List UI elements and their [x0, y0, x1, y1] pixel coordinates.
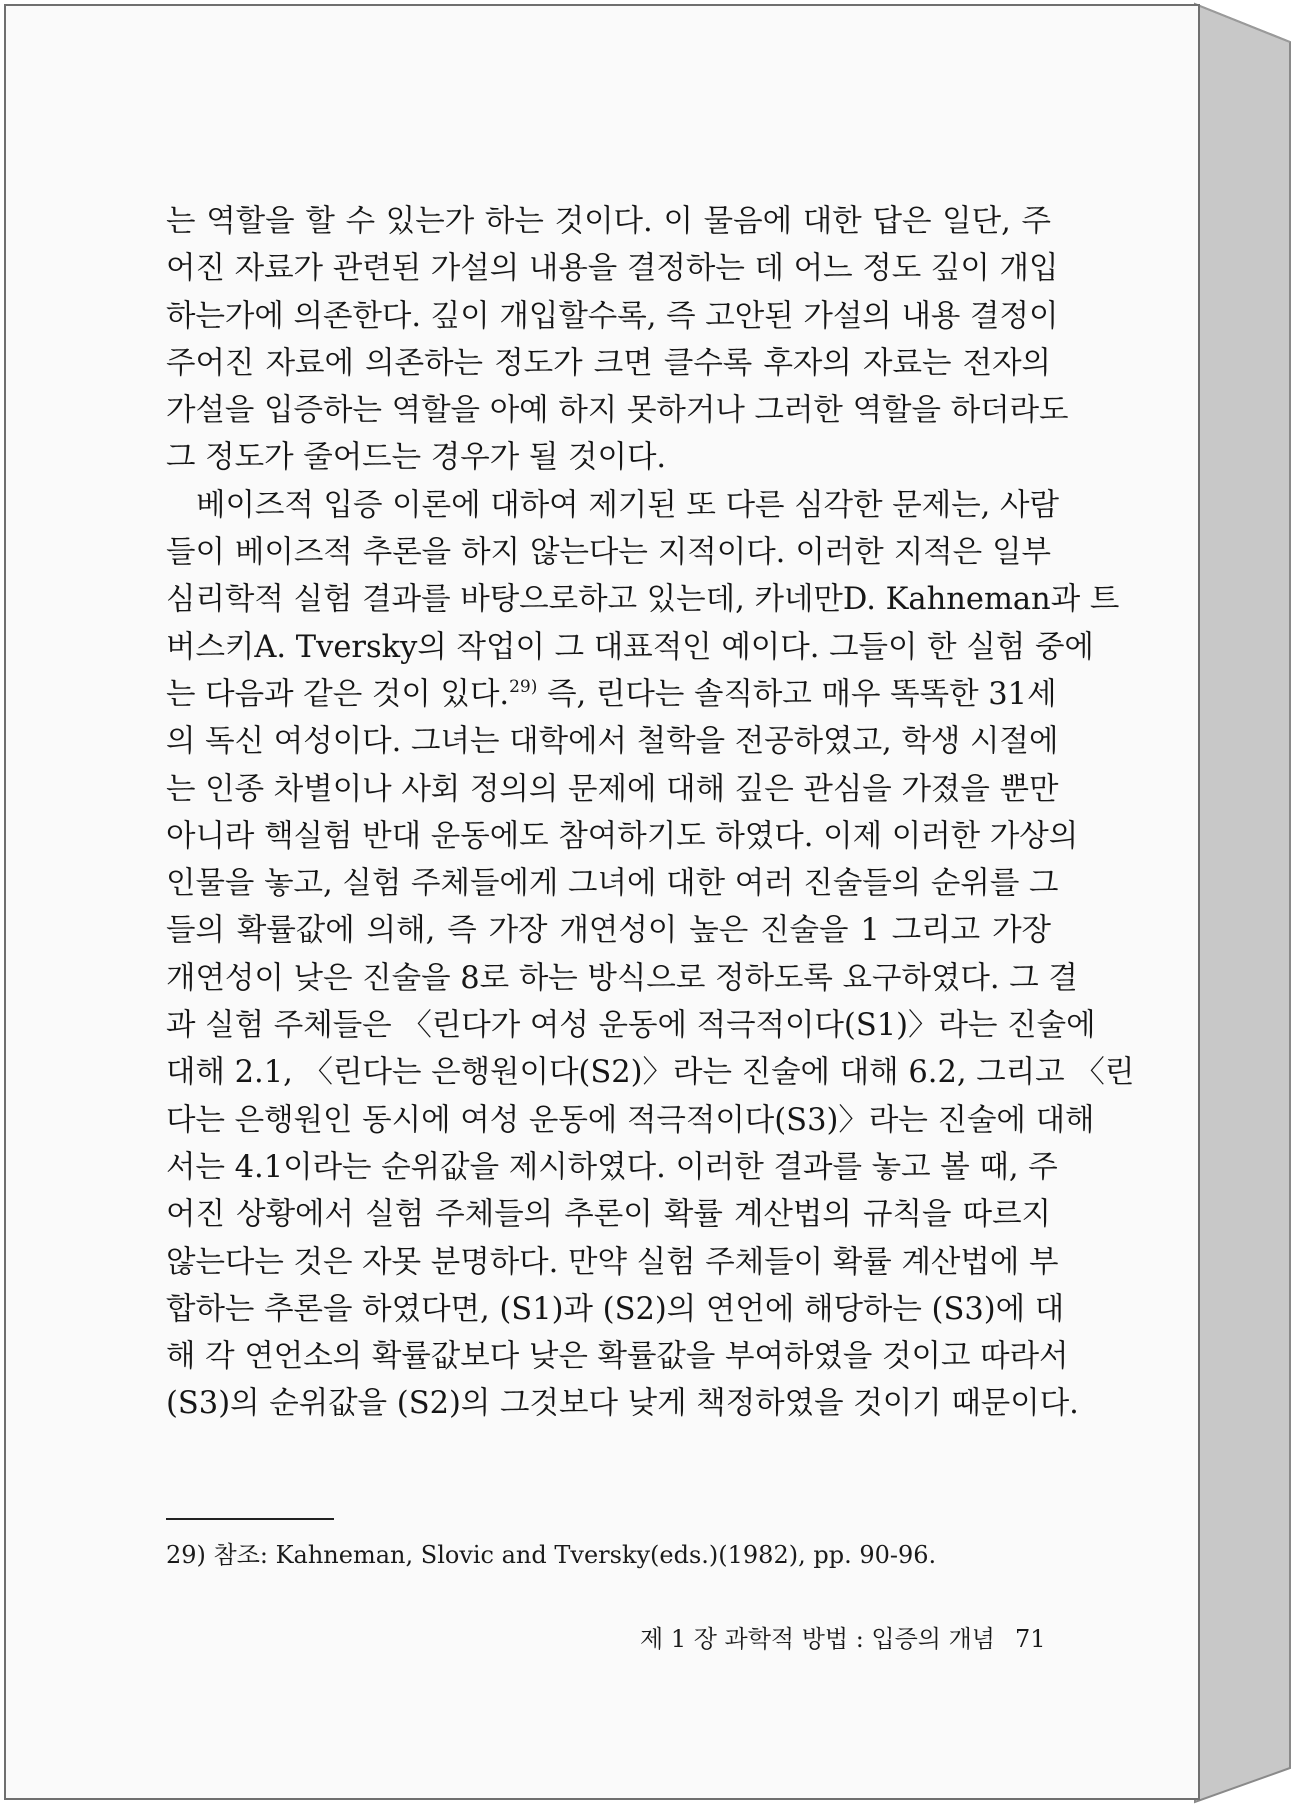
- text-line-with-footnote-ref: [166, 671, 1057, 718]
- text-line: 의 독신 여성이다. 그녀는 대학에서 철학을 전공하였고, 학생 시절에: [166, 724, 1059, 760]
- text-line: 합하는 추론을 하였다면, (S1)과 (S2)의 연언에 해당하는 (S3)에 대: [166, 1291, 1065, 1327]
- text-line: 하는가에 의존한다. 깊이 개입할수록, 즉 고안된 가설의 내용 결정이: [166, 298, 1059, 334]
- chapter-title: 제 1 장 과학적 방법 : 입증의 개념: [640, 1625, 995, 1653]
- text-line: 아니라 핵실험 반대 운동에도 참여하기도 하였다. 이제 이러한 가상의: [166, 818, 1079, 854]
- text-line: 어진 자료가 관련된 가설의 내용을 결정하는 데 어느 정도 깊이 개입: [166, 251, 1059, 287]
- text-line: 가설을 입증하는 역할을 아예 하지 못하거나 그러한 역할을 하더라도: [166, 393, 1069, 429]
- text-line: 버스키A. Tversky의 작업이 그 대표적인 예이다. 그들이 한 실험 중에: [166, 629, 1094, 665]
- text-line: 어진 상황에서 실험 주체들의 추론이 확률 계산법의 규칙을 따르지: [166, 1197, 1051, 1233]
- text-line: 대해 2.1, 〈린다는 은행원이다(S2)〉라는 진술에 대해 6.2, 그리고 〈린: [166, 1055, 1135, 1091]
- text-line: 는 인종 차별이나 사회 정의의 문제에 대해 깊은 관심을 가졌을 뿐만: [166, 771, 1059, 807]
- footnote: 29) 참조: Kahneman, Slovic and Tversky(eds.)(1982), pp. 90-96.: [166, 1541, 937, 1569]
- text-line: 들이 베이즈적 추론을 하지 않는다는 지적이다. 이러한 지적은 일부: [166, 535, 1051, 571]
- text-line: 인물을 놓고, 실험 주체들에게 그녀에 대한 여러 진술들의 순위를 그: [166, 866, 1059, 902]
- text-line: 서는 4.1이라는 순위값을 제시하였다. 이러한 결과를 놓고 볼 때, 주: [166, 1149, 1058, 1185]
- text-line: 않는다는 것은 자못 분명하다. 만약 실험 주체들이 확률 계산법에 부: [166, 1244, 1059, 1280]
- text-line: 베이즈적 입증 이론에 대하여 제기된 또 다른 심각한 문제는, 사람: [196, 487, 1059, 523]
- text-line: 심리학적 실험 결과를 바탕으로하고 있는데, 카네만D. Kahneman과 트: [166, 582, 1120, 618]
- text-line: 는 역할을 할 수 있는가 하는 것이다. 이 물음에 대한 답은 일단, 주: [166, 204, 1051, 239]
- text-line: 개연성이 낮은 진술을 8로 하는 방식으로 정하도록 요구하였다. 그 결: [166, 960, 1078, 996]
- footnote-reference[interactable]: 29): [509, 676, 538, 697]
- text-segment: 는 다음과 같은 것이 있다.: [166, 676, 510, 712]
- text-line: 과 실험 주체들은 〈린다가 여성 운동에 적극적이다(S1)〉라는 진술에: [166, 1008, 1096, 1044]
- page-number: 71: [1014, 1625, 1046, 1653]
- text-line: 주어진 자료에 의존하는 정도가 크면 클수록 후자의 자료는 전자의: [166, 345, 1051, 381]
- body-text: [166, 198, 1135, 1428]
- footnote-divider: [166, 1518, 334, 1520]
- text-line: 해 각 연언소의 확률값보다 낮은 확률값을 부여하였을 것이고 따라서: [166, 1339, 1069, 1375]
- text-line: 들의 확률값에 의해, 즉 가장 개연성이 높은 진술을 1 그리고 가장: [166, 913, 1051, 949]
- text-line: 다는 은행원인 동시에 여성 운동에 적극적이다(S3)〉라는 진술에 대해: [166, 1102, 1095, 1138]
- text-line: (S3)의 순위값을 (S2)의 그것보다 낮게 책정하였을 것이기 때문이다.: [166, 1386, 1079, 1422]
- running-footer: [640, 1624, 1044, 1654]
- text-line: 그 정도가 줄어드는 경우가 될 것이다.: [166, 440, 667, 476]
- text-segment: 즉, 린다는 솔직하고 매우 똑똑한 31세: [537, 676, 1057, 712]
